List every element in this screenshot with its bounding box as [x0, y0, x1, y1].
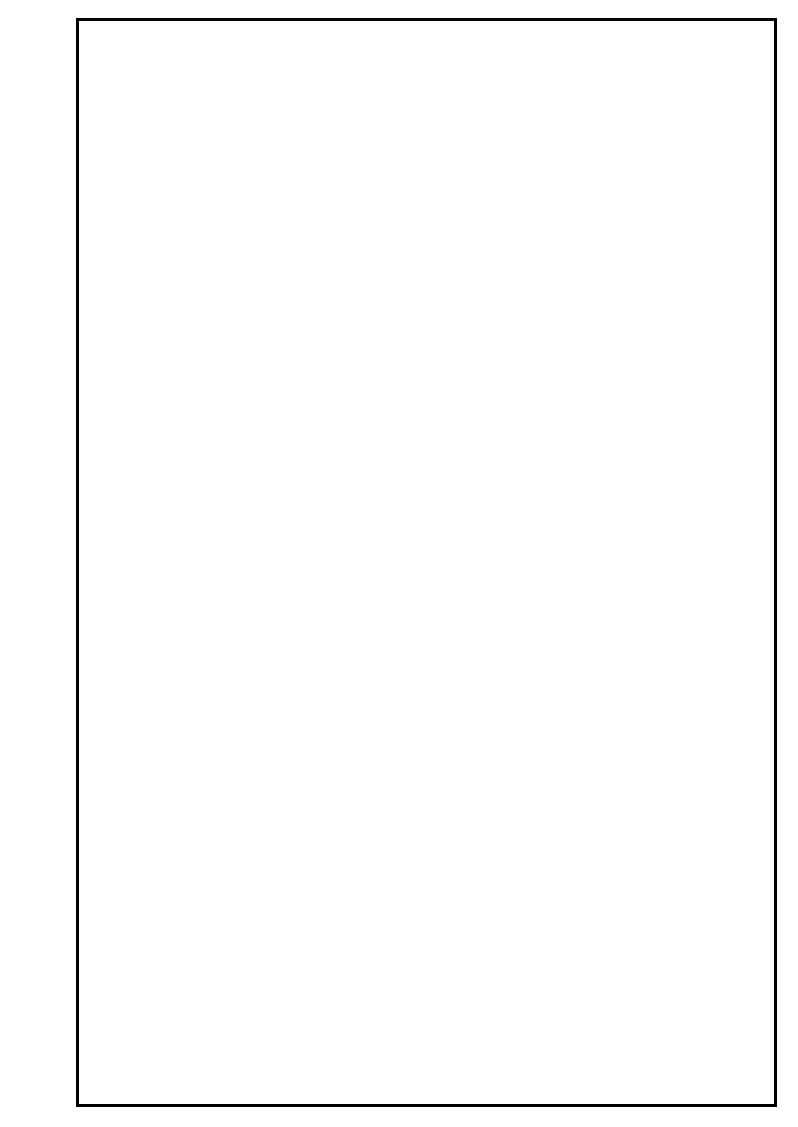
header-designation [153, 22, 418, 76]
document-code [324, 1050, 774, 1104]
header-format [79, 22, 99, 76]
outer-frame [78, 20, 776, 1106]
header-note [695, 22, 775, 76]
header-name [418, 22, 656, 76]
header-qty [657, 22, 694, 76]
header-pos [124, 22, 152, 76]
header-zone [101, 22, 121, 76]
